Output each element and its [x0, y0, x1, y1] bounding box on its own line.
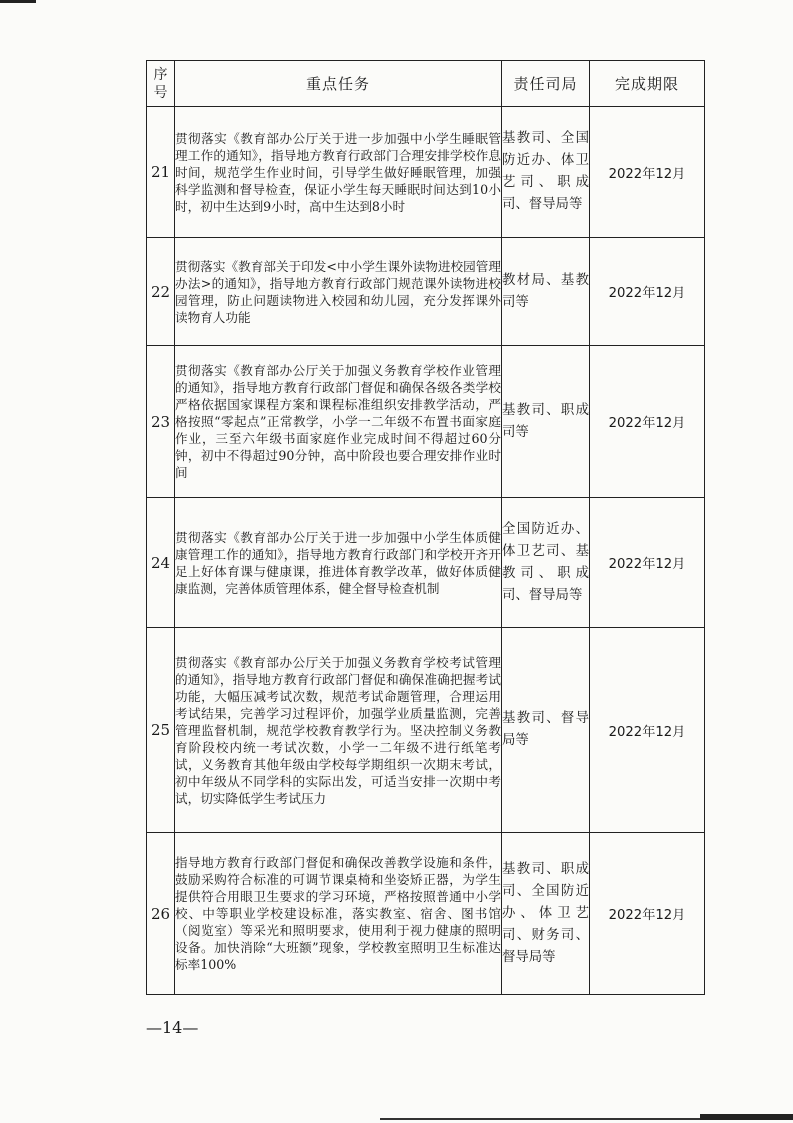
row-department: 基教司、职成司、全国防近办、体卫艺司、财务司、督导局等: [502, 833, 590, 995]
row-task: 贯彻落实《教育部办公厅关于进一步加强中小学生体质健康管理工作的通知》，指导地方教育行政部门和学校开齐开足上好体育课与健康课，推进体育教学改革，做好体质健康监测，完善体质管理体系，健全督导检查机制: [175, 498, 502, 628]
header-deadline: 完成期限: [590, 61, 705, 107]
table-row: [147, 498, 705, 628]
row-department: 基教司、全国防近办、体卫艺司、职成司、督导局等: [502, 107, 590, 238]
row-task: 贯彻落实《教育部关于印发<中小学生课外读物进校园管理办法>的通知》，指导地方教育行政部门规范课外读物进校园管理，防止问题读物进入校园和幼儿园，充分发挥课外读物育人功能: [175, 238, 502, 346]
table-row: [147, 833, 705, 995]
header-department: 责任司局: [502, 61, 590, 107]
corner-scan-mark: [0, 0, 36, 3]
row-department: 基教司、督导局等: [502, 628, 590, 833]
row-number: 26: [147, 833, 175, 995]
row-task: 贯彻落实《教育部办公厅关于加强义务教育学校作业管理的通知》，指导地方教育行政部门督促和确保各级各类学校严格依据国家课程方案和课程标准组织安排教学活动，严格按照“零起点”正常教学，小学一二年级不布置书面家庭作业，三至六年级书面家庭作业完成时间不得超过60分钟，初中不得超过90分钟，高中阶段也要合理安排作业时间: [175, 346, 502, 498]
row-number: 21: [147, 107, 175, 238]
row-department: 教材局、基教司等: [502, 238, 590, 346]
page-number: —14—: [146, 1018, 199, 1037]
row-department: 全国防近办、体卫艺司、基教司、职成司、督导局等: [502, 498, 590, 628]
row-deadline: 2022年12月: [590, 346, 705, 498]
row-number: 23: [147, 346, 175, 498]
table-header-row: [147, 61, 705, 107]
row-deadline: 2022年12月: [590, 107, 705, 238]
row-number: 25: [147, 628, 175, 833]
table-row: [147, 107, 705, 238]
row-deadline: 2022年12月: [590, 628, 705, 833]
header-number: 序号: [147, 61, 175, 107]
scan-edge-mark: [700, 1114, 793, 1120]
row-deadline: 2022年12月: [590, 238, 705, 346]
row-deadline: 2022年12月: [590, 833, 705, 995]
row-task: 指导地方教育行政部门督促和确保改善教学设施和条件，鼓励采购符合标准的可调节课桌椅和坐姿矫正器，为学生提供符合用眼卫生要求的学习环境，严格按照普通中小学校、中等职业学校建设标准，落实教室、宿舍、图书馆（阅览室）等采光和照明要求，使用利于视力健康的照明设备。加快消除“大班额”现象，学校教室照明卫生标准达标率100%: [175, 833, 502, 995]
table-row: [147, 238, 705, 346]
task-table: [146, 60, 705, 995]
row-department: 基教司、职成司等: [502, 346, 590, 498]
header-task: 重点任务: [175, 61, 502, 107]
row-number: 24: [147, 498, 175, 628]
table-row: [147, 346, 705, 498]
row-deadline: 2022年12月: [590, 498, 705, 628]
row-number: 22: [147, 238, 175, 346]
row-task: 贯彻落实《教育部办公厅关于进一步加强中小学生睡眠管理工作的通知》，指导地方教育行政部门合理安排学校作息时间，规范学生作业时间，引导学生做好睡眠管理，加强科学监测和督导检查，保证小学生每天睡眠时间达到10小时，初中生达到9小时，高中生达到8小时: [175, 107, 502, 238]
row-task: 贯彻落实《教育部办公厅关于加强义务教育学校考试管理的通知》，指导地方教育行政部门督促和确保准确把握考试功能，大幅压减考试次数，规范考试命题管理，合理运用考试结果，完善学习过程评价，加强学业质量监测，完善管理监督机制，规范学校教育教学行为。坚决控制义务教育阶段校内统一考试次数，小学一二年级不进行纸笔考试，义务教育其他年级由学校每学期组织一次期末考试，初中年级从不同学科的实际出发，可适当安排一次期中考试，切实降低学生考试压力: [175, 628, 502, 833]
table-row: [147, 628, 705, 833]
